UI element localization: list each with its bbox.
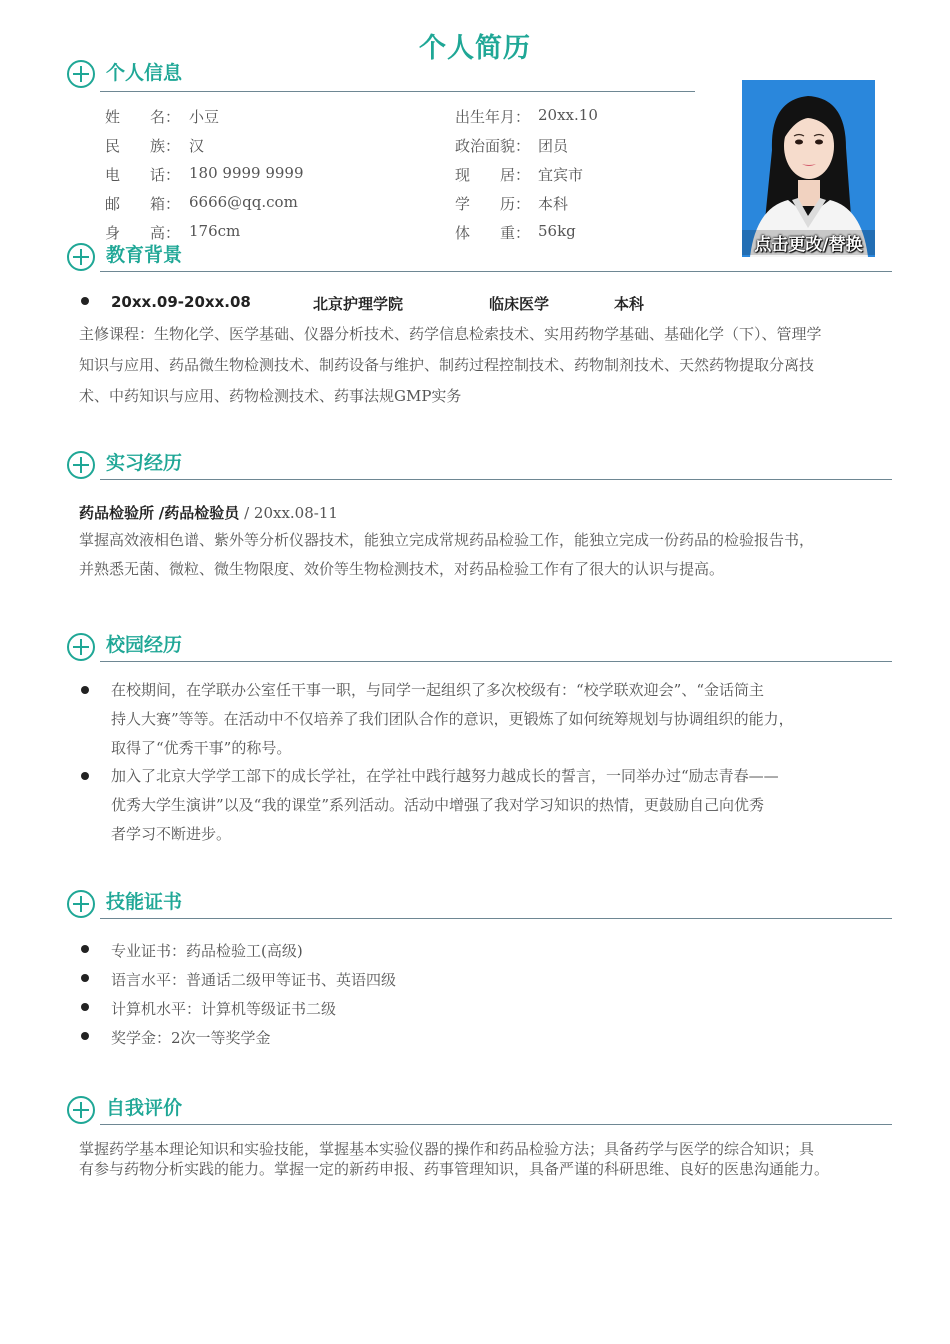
section-title-internship: 实习经历 xyxy=(106,452,183,474)
self-eval-line: 掌握药学基本理论知识和实验技能，掌握基本实验仪器的操作和药品检验方法；具备药学与医学的综合知识；具 xyxy=(79,1140,815,1158)
section-rule xyxy=(100,661,892,662)
campus-line: 者学习不断进步。 xyxy=(111,825,232,843)
section-rule xyxy=(100,91,695,92)
self-eval-line: 有参与药物分析实践的能力。掌握一定的新药申报、药事管理知识，具备严谨的科研思维、良好的医患沟通能力。 xyxy=(79,1160,830,1178)
info-value: 20xx.10 xyxy=(538,106,598,124)
info-label: 民 族： xyxy=(105,137,181,155)
campus-line: 取得了“优秀干事”的称号。 xyxy=(111,739,292,757)
plus-circle-icon xyxy=(67,1096,95,1124)
info-label: 出生年月： xyxy=(455,108,531,126)
skill-item: 奖学金：2次一等奖学金 xyxy=(111,1029,271,1047)
education-degree: 本科 xyxy=(614,295,645,313)
info-label: 学 历： xyxy=(455,195,531,213)
internship-period: 20xx.08-11 xyxy=(253,504,338,522)
photo-replace-caption[interactable]: 点击更改/替换 xyxy=(742,230,875,255)
plus-circle-icon xyxy=(67,243,95,271)
info-label: 体 重： xyxy=(455,224,531,242)
info-value: 6666@qq.com xyxy=(189,193,298,211)
education-period: 20xx.09-20xx.08 xyxy=(111,293,251,311)
section-title-skills: 技能证书 xyxy=(106,891,183,913)
info-value: 176cm xyxy=(189,222,241,240)
plus-circle-icon xyxy=(67,633,95,661)
campus-line: 在校期间，在学联办公室任干事一职，与同学一起组织了多次校级有：“校学联欢迎会”、“金话筒主 xyxy=(111,681,765,699)
internship-description xyxy=(79,526,814,584)
skill-item: 计算机水平：计算机等级证书二级 xyxy=(111,1000,337,1018)
courses-line: 主修课程：生物化学、医学基础、仪器分析技术、药学信息检索技术、实用药物学基础、基础化学（下）、管理学 xyxy=(79,325,822,343)
profile-photo[interactable] xyxy=(742,80,875,257)
section-rule xyxy=(100,479,892,480)
education-school: 北京护理学院 xyxy=(313,295,404,313)
info-value: 本科 xyxy=(538,195,569,213)
section-title-campus: 校园经历 xyxy=(106,634,183,656)
internship-role: /药品检验员 xyxy=(158,504,240,522)
skill-item: 语言水平：普通话二级甲等证书、英语四级 xyxy=(111,971,397,989)
bullet-icon xyxy=(81,772,89,780)
internship-separator: / xyxy=(244,504,250,522)
section-title-info: 个人信息 xyxy=(106,62,183,84)
skill-item: 专业证书：药品检验工(高级) xyxy=(111,942,303,960)
info-label: 电 话： xyxy=(105,166,181,184)
bullet-icon xyxy=(81,945,89,953)
info-value: 团员 xyxy=(538,137,569,155)
info-label: 现 居： xyxy=(455,166,531,184)
self-evaluation xyxy=(79,1139,829,1179)
section-title-self-eval: 自我评价 xyxy=(106,1097,183,1119)
courses-line: 术、中药知识与应用、药物检测技术、药事法规GMP实务 xyxy=(79,387,462,405)
courses-line: 知识与应用、药品微生物检测技术、制药设备与维护、制药过程控制技术、药物制剂技术、天然药物提取分离技 xyxy=(79,356,815,374)
internship-line: 并熟悉无菌、微粒、微生物限度、效价等生物检测技术，对药品检验工作有了很大的认识与提高。 xyxy=(79,560,725,578)
section-rule xyxy=(100,1124,892,1125)
info-value: 汉 xyxy=(189,137,205,155)
plus-circle-icon xyxy=(67,60,95,88)
education-courses xyxy=(79,319,909,412)
bullet-icon xyxy=(81,1032,89,1040)
campus-item xyxy=(111,762,779,849)
bullet-icon xyxy=(81,686,89,694)
plus-circle-icon xyxy=(67,890,95,918)
info-value: 56kg xyxy=(538,222,576,240)
info-value: 宜宾市 xyxy=(538,166,584,184)
education-major: 临床医学 xyxy=(489,295,550,313)
info-value: 小豆 xyxy=(189,108,220,126)
info-label: 姓 名： xyxy=(105,108,181,126)
info-label: 邮 箱： xyxy=(105,195,181,213)
bullet-icon xyxy=(81,297,89,305)
section-rule xyxy=(100,271,892,272)
campus-line: 持人大赛”等等。在活动中不仅培养了我们团队合作的意识，更锻炼了如何统筹规划与协调组织的能力， xyxy=(111,710,794,728)
campus-line: 加入了北京大学学工部下的成长学社，在学社中践行越努力越成长的誓言，一同举办过“励志青春—— xyxy=(111,767,779,785)
info-label: 身 高： xyxy=(105,224,181,242)
bullet-icon xyxy=(81,1003,89,1011)
internship-header xyxy=(79,502,338,523)
internship-org: 药品检验所 xyxy=(79,504,155,522)
campus-line: 优秀大学生演讲”以及“我的课堂”系列活动。活动中增强了我对学习知识的热情，更鼓励自己向优秀 xyxy=(111,796,765,814)
campus-item xyxy=(111,676,794,763)
section-rule xyxy=(100,918,892,919)
bullet-icon xyxy=(81,974,89,982)
section-title-education: 教育背景 xyxy=(106,244,183,266)
plus-circle-icon xyxy=(67,451,95,479)
page-title: 个人简历 xyxy=(419,33,531,64)
info-label: 政治面貌： xyxy=(455,137,531,155)
info-value: 180 9999 9999 xyxy=(189,164,304,182)
internship-line: 掌握高效液相色谱、紫外等分析仪器技术，能独立完成常规药品检验工作，能独立完成一份药品的检验报告书， xyxy=(79,531,815,549)
